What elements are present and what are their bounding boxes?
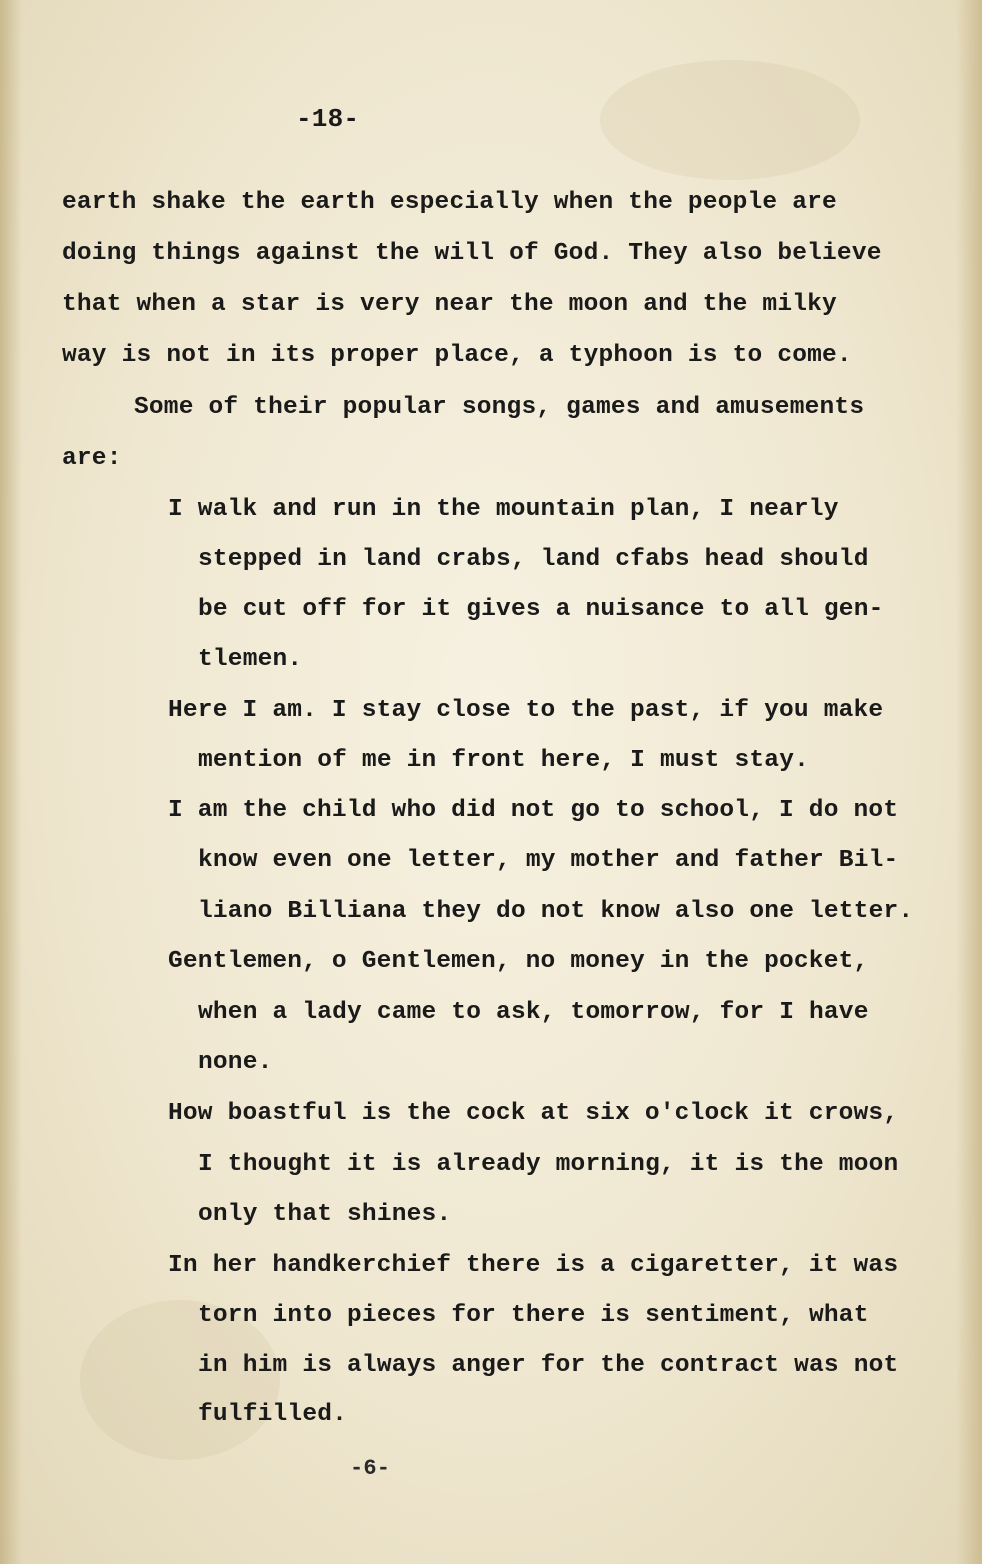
paper-stain xyxy=(600,60,860,180)
text-line: liano Billiana they do not know also one letter. xyxy=(198,898,914,925)
text-line: stepped in land crabs, land cfabs head should xyxy=(198,546,869,573)
text-line: when a lady came to ask, tomorrow, for I have xyxy=(198,999,869,1026)
text-line: only that shines. xyxy=(198,1201,452,1228)
text-line: way is not in its proper place, a typhoon is to come. xyxy=(62,342,852,369)
text-line: I thought it is already morning, it is the moon xyxy=(198,1151,899,1178)
page-number: -18- xyxy=(296,104,360,134)
paper-edge-right xyxy=(956,0,982,1564)
text-line: Gentlemen, o Gentlemen, no money in the pocket, xyxy=(168,948,869,975)
text-line: mention of me in front here, I must stay. xyxy=(198,747,809,774)
text-line: fulfilled. xyxy=(198,1401,348,1428)
text-line: I am the child who did not go to school, I do not xyxy=(168,797,899,824)
text-line: I walk and run in the mountain plan, I nearly xyxy=(168,496,839,523)
text-line: in him is always anger for the contract was not xyxy=(198,1352,899,1379)
text-line: tlemen. xyxy=(198,646,303,673)
text-line: Here I am. I stay close to the past, if you make xyxy=(168,697,884,724)
text-line: torn into pieces for there is sentiment, what xyxy=(198,1302,869,1329)
text-line: How boastful is the cock at six o'clock it crows, xyxy=(168,1100,899,1127)
text-line: doing things against the will of God. They also believe xyxy=(62,240,882,267)
footer-page-number: -6- xyxy=(350,1456,391,1481)
text-line: Some of their popular songs, games and amusements xyxy=(134,394,865,421)
text-line: know even one letter, my mother and father Bil- xyxy=(198,847,899,874)
text-line: none. xyxy=(198,1049,273,1076)
text-line: that when a star is very near the moon and the milky xyxy=(62,291,837,318)
text-line: are: xyxy=(62,445,122,472)
text-line: be cut off for it gives a nuisance to all gen- xyxy=(198,596,884,623)
text-line: earth shake the earth especially when the people are xyxy=(62,189,837,216)
text-line: In her handkerchief there is a cigaretter, it was xyxy=(168,1252,899,1279)
paper-edge-left xyxy=(0,0,22,1564)
